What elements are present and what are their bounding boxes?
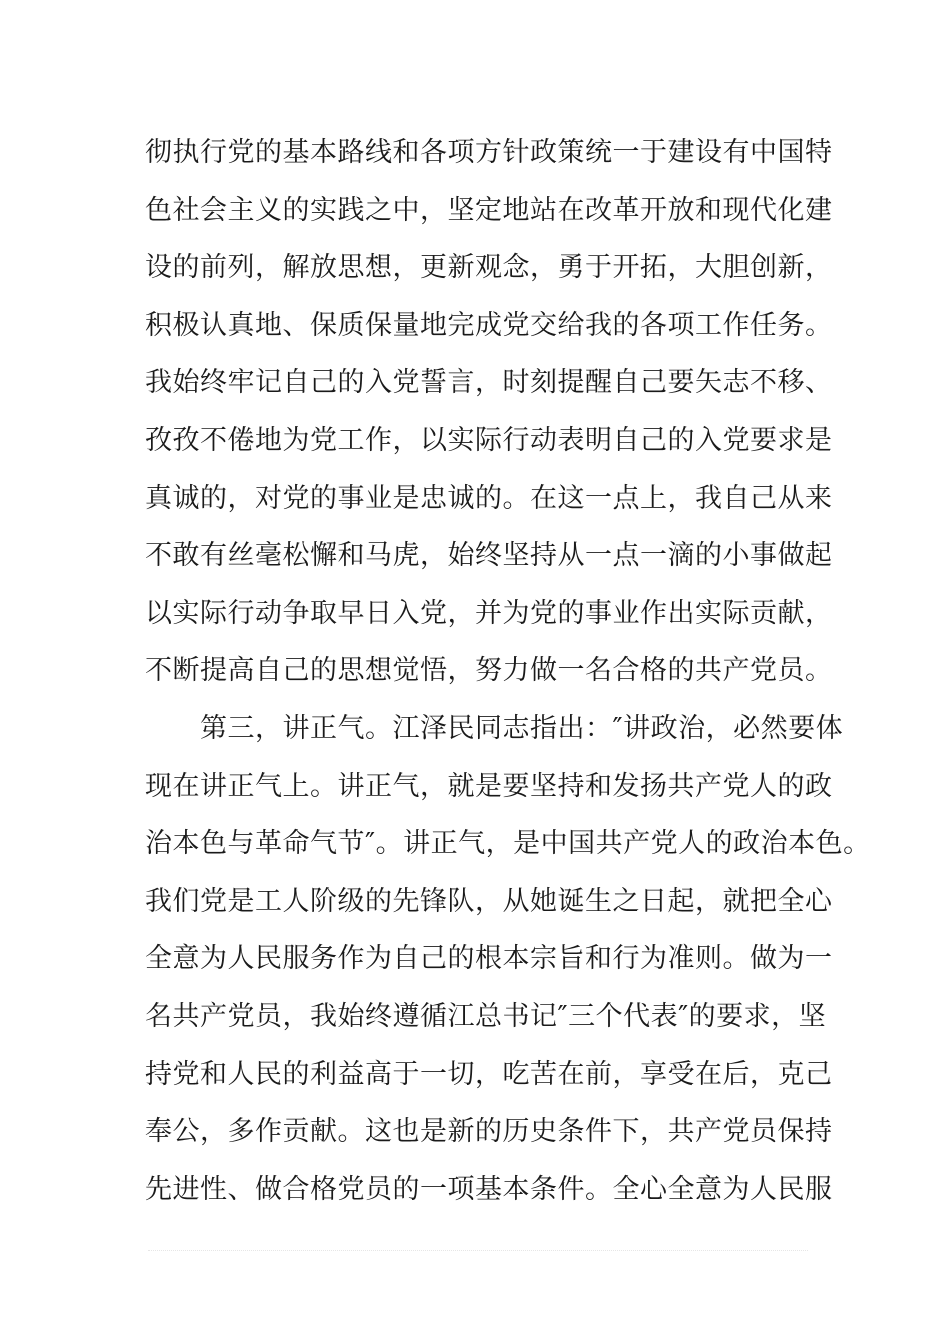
text-line: 奉公，多作贡献。这也是新的历史条件下，共产党员保持 bbox=[145, 1116, 833, 1148]
text-line: 积极认真地、保质保量地完成党交给我的各项工作任务。 bbox=[145, 309, 833, 341]
text-line: 彻执行党的基本路线和各项方针政策统一于建设有中国特 bbox=[145, 137, 833, 168]
body-text bbox=[145, 130, 871, 1224]
text-line: 我们党是工人阶级的先锋队，从她诞生之日起，就把全心 bbox=[145, 885, 833, 917]
text-line: 不敢有丝毫松懈和马虎，始终坚持从一点一滴的小事做起 bbox=[145, 540, 833, 572]
text-line: 我始终牢记自己的入党誓言，时刻提醒自己要矢志不移、 bbox=[145, 367, 833, 399]
text-line: 色社会主义的实践之中，坚定地站在改革开放和现代化建 bbox=[145, 194, 833, 226]
text-line: 不断提高自己的思想觉悟，努力做一名合格的共产党员。 bbox=[145, 655, 833, 687]
text-line: 孜孜不倦地为党工作，以实际行动表明自己的入党要求是 bbox=[145, 424, 833, 456]
text-line: 现在讲正气上。讲正气，就是要坚持和发扬共产党人的政 bbox=[145, 770, 833, 802]
text-line: 第三，讲正气。江泽民同志指出：″讲政治，必然要体 bbox=[145, 712, 844, 744]
text-line: 先进性、做合格党员的一项基本条件。全心全意为人民服 bbox=[145, 1173, 833, 1205]
footer-divider bbox=[148, 1250, 808, 1251]
text-line: 设的前列，解放思想，更新观念，勇于开拓，大胆创新， bbox=[145, 252, 833, 284]
text-line: 治本色与革命气节″。讲正气，是中国共产党人的政治本色。 bbox=[145, 828, 871, 860]
text-line: 真诚的，对党的事业是忠诚的。在这一点上，我自己从来 bbox=[145, 482, 833, 514]
text-line: 全意为人民服务作为自己的根本宗旨和行为准则。做为一 bbox=[145, 943, 833, 975]
text-line: 以实际行动争取早日入党，并为党的事业作出实际贡献， bbox=[145, 597, 833, 629]
text-line: 持党和人民的利益高于一切，吃苦在前，享受在后，克己 bbox=[145, 1058, 833, 1090]
text-line: 名共产党员，我始终遵循江总书记″三个代表″的要求，坚 bbox=[145, 1000, 827, 1032]
